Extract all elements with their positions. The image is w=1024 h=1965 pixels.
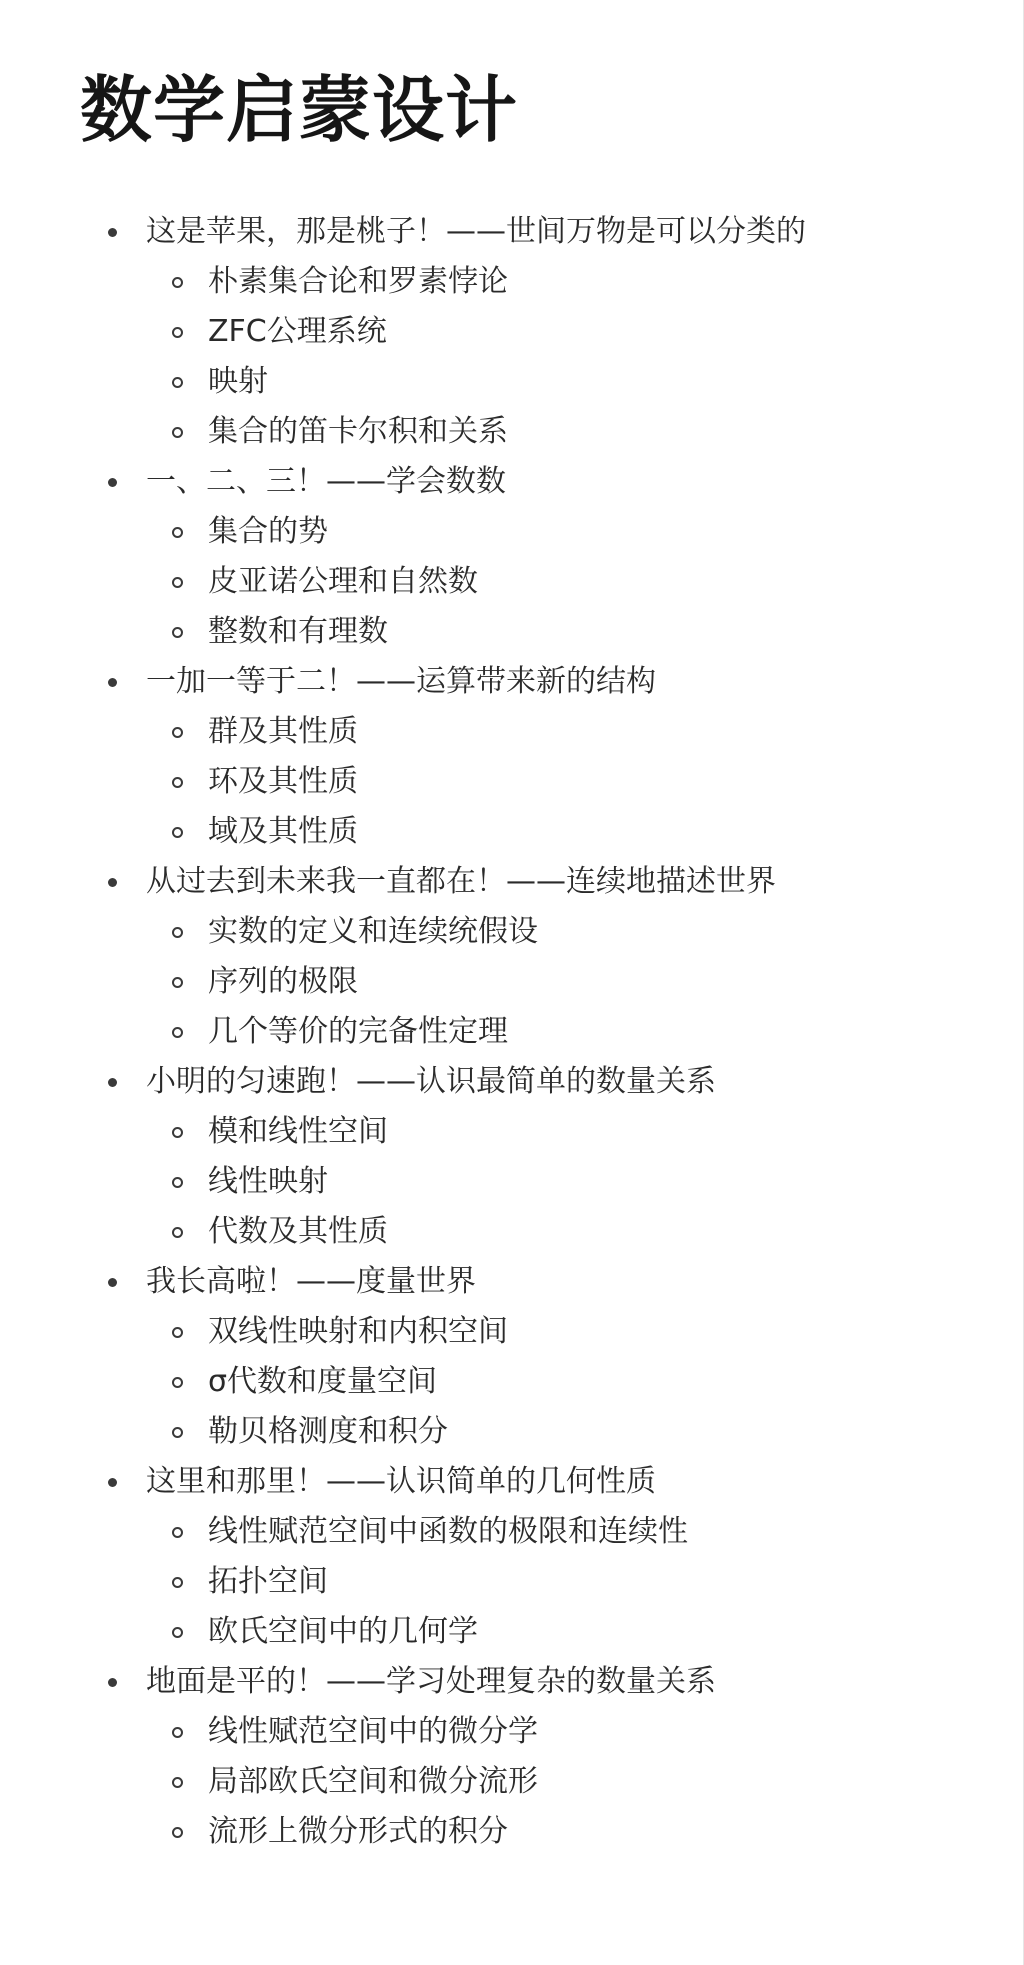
bullet-circle-icon [172, 1127, 183, 1138]
bullet-circle-icon [172, 577, 183, 588]
bullet-disc-icon [108, 1278, 117, 1287]
outline-section [106, 207, 1006, 457]
outline-section [106, 1457, 1006, 1657]
section-heading-row [106, 857, 1006, 907]
list-item [106, 1507, 1006, 1557]
list-item-label: σ代数和度量空间 [208, 1364, 438, 1399]
section-heading-row [106, 1057, 1006, 1107]
bullet-disc-icon [108, 678, 117, 687]
list-item-label: 域及其性质 [208, 814, 358, 849]
list-item [106, 1207, 1006, 1257]
bullet-circle-icon [172, 1427, 183, 1438]
list-item-label: 映射 [208, 364, 268, 399]
list-item-label: 群及其性质 [208, 714, 358, 749]
list-item-label: ZFC公理系统 [208, 314, 387, 349]
list-item [106, 357, 1006, 407]
bullet-circle-icon [172, 1627, 183, 1638]
list-item [106, 557, 1006, 607]
list-item [106, 907, 1006, 957]
subitem-list [106, 907, 1006, 1057]
bullet-circle-icon [172, 727, 183, 738]
subitem-list [106, 1307, 1006, 1457]
section-heading-row [106, 1657, 1006, 1707]
subitem-list [106, 1707, 1006, 1857]
list-item-label: 集合的笛卡尔积和关系 [208, 414, 508, 449]
list-item [106, 1557, 1006, 1607]
list-item [106, 1407, 1006, 1457]
list-item [106, 1807, 1006, 1857]
list-item-label: 线性映射 [208, 1164, 328, 1199]
page-title: 数学启蒙设计 [80, 68, 519, 152]
list-item [106, 407, 1006, 457]
list-item-label: 模和线性空间 [208, 1114, 388, 1149]
list-item-label: 流形上微分形式的积分 [208, 1814, 508, 1849]
list-item [106, 257, 1006, 307]
bullet-circle-icon [172, 777, 183, 788]
list-item [106, 1607, 1006, 1657]
section-heading-row [106, 1457, 1006, 1507]
bullet-circle-icon [172, 927, 183, 938]
list-item-label: 局部欧氏空间和微分流形 [208, 1764, 538, 1799]
bullet-circle-icon [172, 327, 183, 338]
list-item-label: 拓扑空间 [208, 1564, 328, 1599]
section-heading: 从过去到未来我一直都在！——连续地描述世界 [146, 864, 776, 899]
bullet-circle-icon [172, 1327, 183, 1338]
list-item-label: 线性赋范空间中的微分学 [208, 1714, 538, 1749]
bullet-disc-icon [108, 1078, 117, 1087]
section-heading-row [106, 457, 1006, 507]
subitem-list [106, 707, 1006, 857]
subitem-list [106, 257, 1006, 457]
section-heading: 小明的匀速跑！——认识最简单的数量关系 [146, 1064, 716, 1099]
list-item [106, 957, 1006, 1007]
list-item [106, 1007, 1006, 1057]
bullet-circle-icon [172, 977, 183, 988]
section-heading: 我长高啦！——度量世界 [146, 1264, 476, 1299]
bullet-circle-icon [172, 1777, 183, 1788]
subitem-list [106, 1507, 1006, 1657]
subitem-list [106, 1107, 1006, 1257]
section-heading: 地面是平的！——学习处理复杂的数量关系 [146, 1664, 716, 1699]
bullet-disc-icon [108, 228, 117, 237]
outline-list [106, 207, 1006, 1857]
subitem-list [106, 507, 1006, 657]
list-item [106, 1107, 1006, 1157]
section-heading: 这是苹果，那是桃子！——世间万物是可以分类的 [146, 214, 806, 249]
bullet-circle-icon [172, 1027, 183, 1038]
list-item [106, 757, 1006, 807]
list-item-label: 几个等价的完备性定理 [208, 1014, 508, 1049]
list-item-label: 序列的极限 [208, 964, 358, 999]
list-item [106, 307, 1006, 357]
bullet-circle-icon [172, 1227, 183, 1238]
section-heading-row [106, 657, 1006, 707]
list-item-label: 皮亚诺公理和自然数 [208, 564, 478, 599]
outline-section [106, 857, 1006, 1057]
section-heading: 一加一等于二！——运算带来新的结构 [146, 664, 656, 699]
section-heading: 这里和那里！——认识简单的几何性质 [146, 1464, 656, 1499]
outline-section [106, 457, 1006, 657]
bullet-circle-icon [172, 1377, 183, 1388]
bullet-circle-icon [172, 1577, 183, 1588]
list-item-label: 线性赋范空间中函数的极限和连续性 [208, 1514, 688, 1549]
list-item-label: 代数及其性质 [208, 1214, 388, 1249]
outline-section [106, 1057, 1006, 1257]
list-item [106, 1757, 1006, 1807]
bullet-disc-icon [108, 478, 117, 487]
list-item-label: 集合的势 [208, 514, 328, 549]
bullet-circle-icon [172, 1177, 183, 1188]
list-item [106, 607, 1006, 657]
bullet-circle-icon [172, 1527, 183, 1538]
bullet-circle-icon [172, 1727, 183, 1738]
list-item [106, 1357, 1006, 1407]
list-item [106, 1157, 1006, 1207]
outline-section [106, 657, 1006, 857]
list-item-label: 环及其性质 [208, 764, 358, 799]
section-heading-row [106, 207, 1006, 257]
list-item-label: 朴素集合论和罗素悖论 [208, 264, 508, 299]
list-item [106, 707, 1006, 757]
section-heading: 一、二、三！——学会数数 [146, 464, 506, 499]
bullet-disc-icon [108, 878, 117, 887]
list-item-label: 欧氏空间中的几何学 [208, 1614, 478, 1649]
bullet-disc-icon [108, 1478, 117, 1487]
list-item [106, 1707, 1006, 1757]
outline-section [106, 1657, 1006, 1857]
list-item-label: 整数和有理数 [208, 614, 388, 649]
outline-section [106, 1257, 1006, 1457]
list-item [106, 807, 1006, 857]
bullet-circle-icon [172, 827, 183, 838]
list-item-label: 双线性映射和内积空间 [208, 1314, 508, 1349]
list-item-label: 实数的定义和连续统假设 [208, 914, 538, 949]
list-item-label: 勒贝格测度和积分 [208, 1414, 448, 1449]
bullet-circle-icon [172, 527, 183, 538]
bullet-circle-icon [172, 377, 183, 388]
bullet-circle-icon [172, 427, 183, 438]
bullet-circle-icon [172, 627, 183, 638]
bullet-disc-icon [108, 1678, 117, 1687]
bullet-circle-icon [172, 277, 183, 288]
section-heading-row [106, 1257, 1006, 1307]
list-item [106, 507, 1006, 557]
bullet-circle-icon [172, 1827, 183, 1838]
list-item [106, 1307, 1006, 1357]
